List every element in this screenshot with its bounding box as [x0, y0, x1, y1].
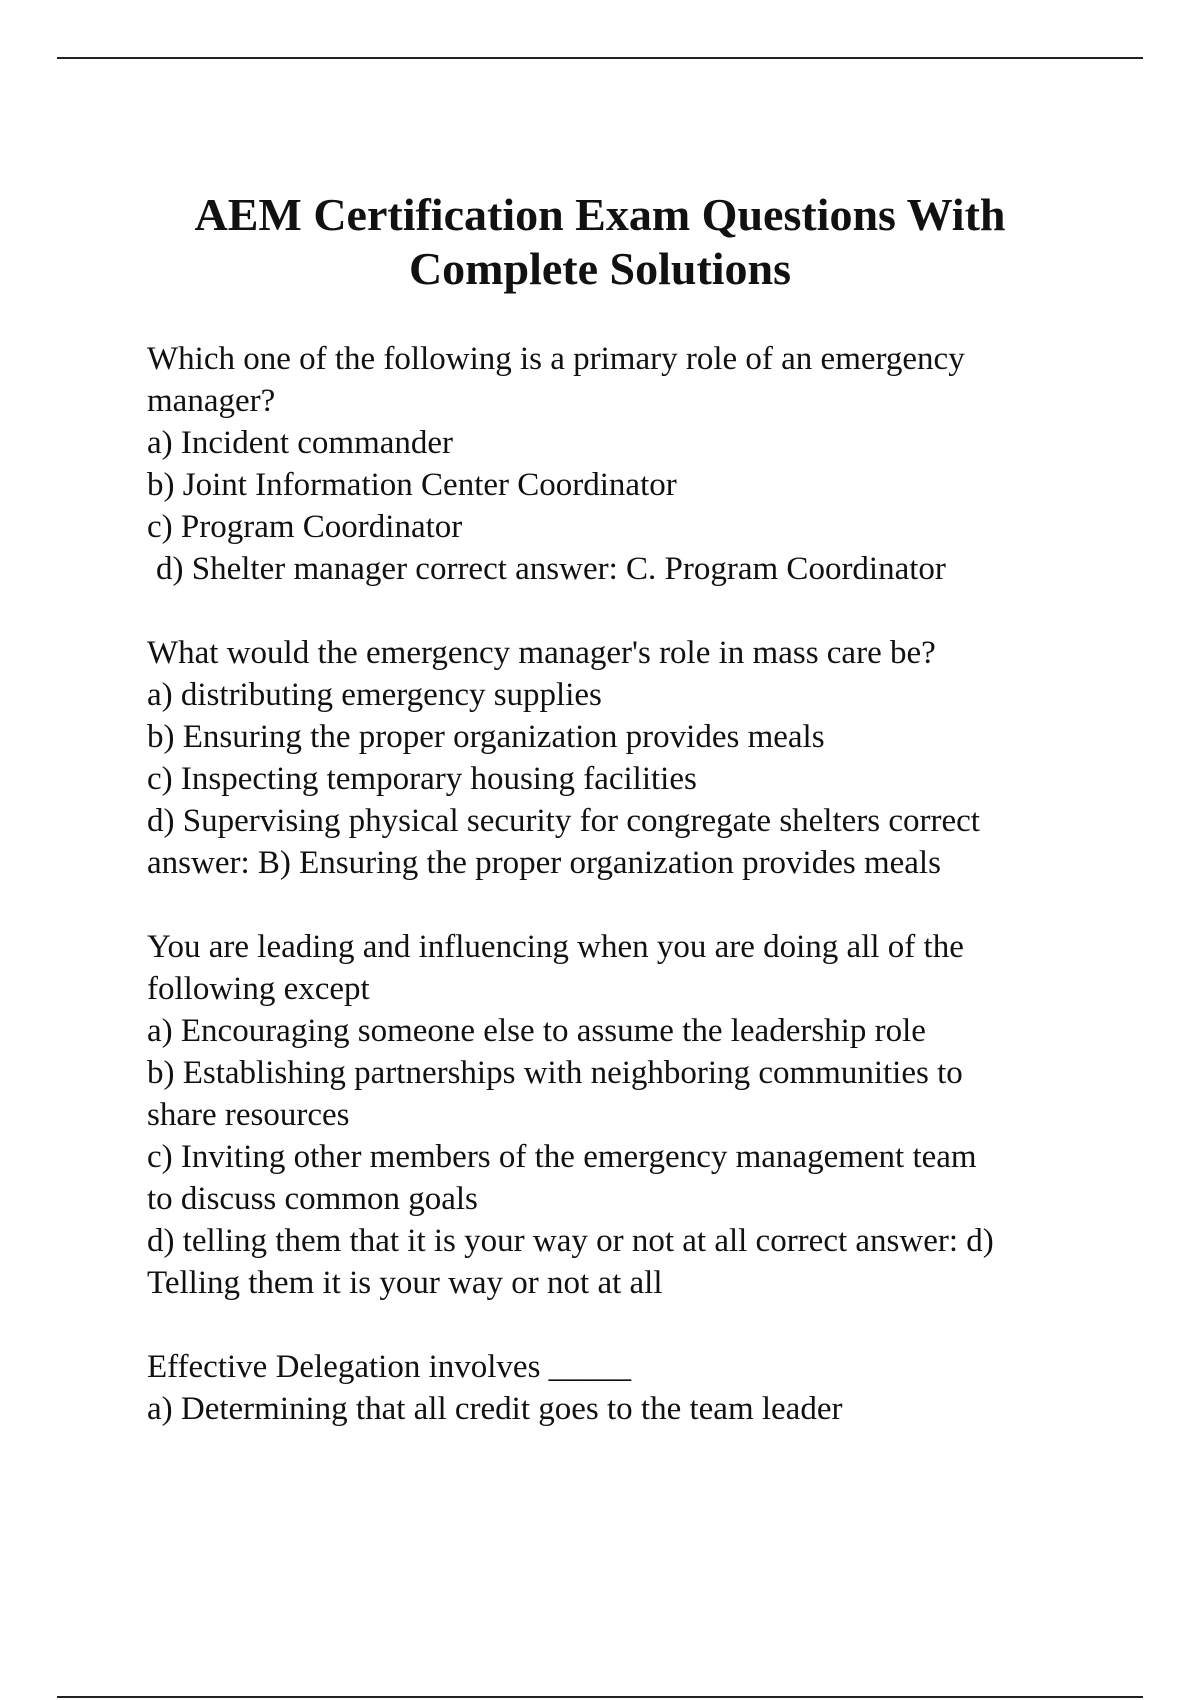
question-text: You are leading and influencing when you are doing all of the	[147, 929, 964, 965]
answer-option: to discuss common goals	[147, 1181, 478, 1217]
question-text: What would the emergency manager's role in mass care be?	[147, 635, 936, 671]
answer-option: d) Supervising physical security for congregate shelters correct	[147, 803, 980, 839]
top-rule	[57, 57, 1143, 59]
document-title	[100, 188, 1100, 296]
question-block	[147, 632, 1107, 884]
answer-option: b) Ensuring the proper organization provides meals	[147, 719, 825, 755]
answer-option: a) Incident commander	[147, 425, 454, 461]
question-block	[147, 338, 1107, 590]
question-text: manager?	[147, 383, 276, 419]
answer-option: d) telling them that it is your way or not at all correct answer: d)	[147, 1223, 994, 1259]
question-text: following except	[147, 971, 370, 1007]
answer-option-with-correct-answer: d) Shelter manager correct answer: C. Program Coordinator	[156, 551, 946, 587]
question-block	[147, 926, 1107, 1304]
correct-answer: answer: B) Ensuring the proper organization provides meals	[147, 845, 941, 881]
answer-option: a) Encouraging someone else to assume the leadership role	[147, 1013, 926, 1049]
answer-option: c) Inviting other members of the emergency management team	[147, 1139, 977, 1175]
question-block	[147, 1346, 1107, 1430]
question-text: Effective Delegation involves _____	[147, 1349, 632, 1385]
question-text: Which one of the following is a primary role of an emergency	[147, 341, 965, 377]
title-line-2: Complete Solutions	[408, 243, 792, 294]
answer-option: c) Inspecting temporary housing facilities	[147, 761, 697, 797]
title-line-1: AEM Certification Exam Questions With	[194, 189, 1006, 240]
answer-option: share resources	[147, 1097, 350, 1133]
answer-option: b) Establishing partnerships with neighboring communities to	[147, 1055, 963, 1091]
correct-answer: Telling them it is your way or not at all	[147, 1265, 663, 1301]
answer-option: a) Determining that all credit goes to the team leader	[147, 1391, 843, 1427]
bottom-rule	[57, 1696, 1143, 1698]
answer-option: b) Joint Information Center Coordinator	[147, 467, 677, 503]
document-body	[147, 338, 1107, 1472]
answer-option: a) distributing emergency supplies	[147, 677, 602, 713]
answer-option: c) Program Coordinator	[147, 509, 463, 545]
